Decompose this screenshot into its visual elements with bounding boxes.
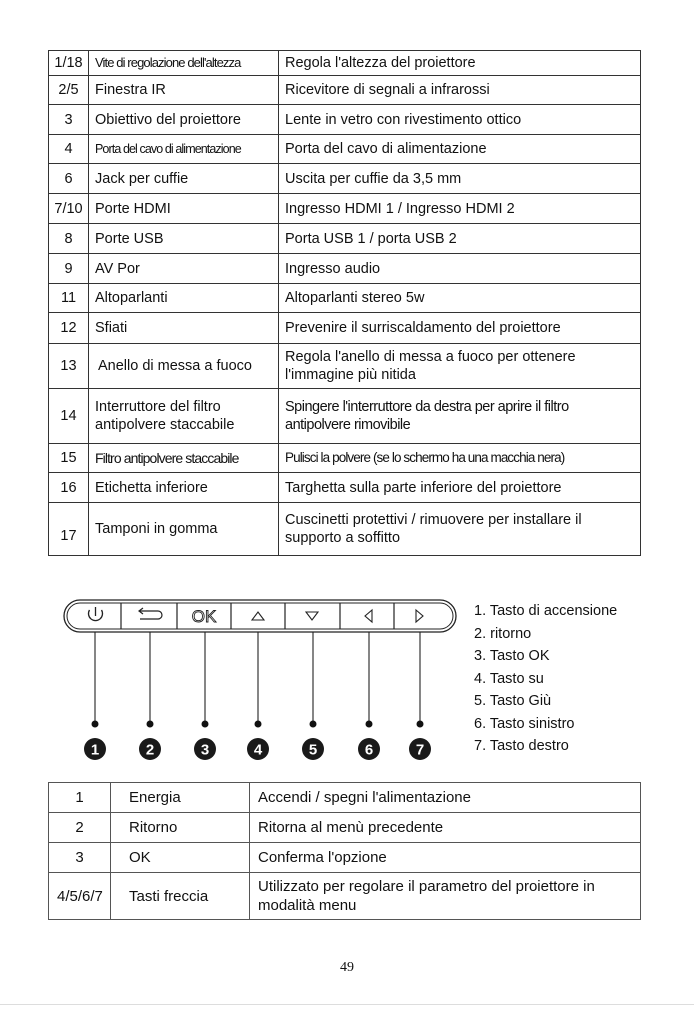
row-description: Ingresso HDMI 1 / Ingresso HDMI 2 xyxy=(279,194,641,224)
legend-item: 7. Tasto destro xyxy=(474,738,569,754)
row-description: Utilizzato per regolare il parametro del proiettore in modalità menu xyxy=(250,873,641,920)
legend-item: 2. ritorno xyxy=(474,625,532,642)
row-description: Accendi / spegni l'alimentazione xyxy=(250,783,641,813)
row-description: Conferma l'opzione xyxy=(250,843,641,873)
row-name: Porte USB xyxy=(89,224,279,254)
row-description: Targhetta sulla parte inferiore del proiettore xyxy=(279,473,641,503)
row-number: 16 xyxy=(49,473,89,503)
callout-1-label: 1 xyxy=(90,741,100,759)
row-number: 14 xyxy=(49,389,89,444)
table-row xyxy=(49,843,641,873)
row-name: Porte HDMI xyxy=(89,194,279,224)
up-arrow-icon[interactable] xyxy=(252,612,264,620)
table-row xyxy=(49,135,641,164)
control-panel-diagram xyxy=(63,596,463,766)
row-number: 1 xyxy=(49,783,111,813)
panel-outline xyxy=(64,600,456,632)
row-name: Tasti freccia xyxy=(111,873,250,920)
row-number: 15 xyxy=(49,444,89,473)
callout-7-label: 7 xyxy=(415,741,425,759)
row-number: 1/18 xyxy=(49,51,89,76)
row-name: Tamponi in gomma xyxy=(89,503,279,556)
legend-item: 6. Tasto sinistro xyxy=(474,715,575,732)
row-name: Ritorno xyxy=(111,813,250,843)
return-icon[interactable] xyxy=(139,608,162,619)
row-name: Porta del cavo di alimentazione xyxy=(89,135,279,164)
row-description: Porta del cavo di alimentazione xyxy=(279,135,641,164)
row-name: Filtro antipolvere staccabile xyxy=(89,444,279,473)
table-row xyxy=(49,164,641,194)
row-name: OK xyxy=(111,843,250,873)
row-name: Altoparlanti xyxy=(89,284,279,313)
legend-item: 3. Tasto OK xyxy=(474,648,550,664)
row-name: Energia xyxy=(111,783,250,813)
row-number: 17 xyxy=(49,503,89,556)
row-name: AV Por xyxy=(89,254,279,284)
row-number: 11 xyxy=(49,284,89,313)
table-row xyxy=(49,254,641,284)
bottom-divider xyxy=(0,1004,694,1005)
row-description: Uscita per cuffie da 3,5 mm xyxy=(279,164,641,194)
row-description: Cuscinetti protettivi / rimuovere per installare il supporto a soffitto xyxy=(279,503,641,556)
table-row xyxy=(49,105,641,135)
row-description: Regola l'altezza del proiettore xyxy=(279,51,641,76)
row-number: 7/10 xyxy=(49,194,89,224)
ok-icon[interactable]: OK xyxy=(191,607,217,626)
row-number: 2 xyxy=(49,813,111,843)
left-arrow-icon[interactable] xyxy=(365,610,372,622)
row-description: Porta USB 1 / porta USB 2 xyxy=(279,224,641,254)
table-row xyxy=(49,76,641,105)
down-arrow-icon[interactable] xyxy=(306,612,318,620)
row-description: Spingere l'interruttore da destra per aprire il filtro antipolvere rimovibile xyxy=(279,389,641,444)
row-description: Prevenire il surriscaldamento del proiettore xyxy=(279,313,641,344)
row-number: 3 xyxy=(49,105,89,135)
row-name: Vite di regolazione dell'altezza xyxy=(89,51,279,76)
row-name: Jack per cuffie xyxy=(89,164,279,194)
table-row xyxy=(49,194,641,224)
legend-item: 4. Tasto su xyxy=(474,670,544,687)
callout-2-label: 2 xyxy=(145,741,155,759)
row-number: 8 xyxy=(49,224,89,254)
table-row xyxy=(49,51,641,76)
row-description: Regola l'anello di messa a fuoco per ottenere l'immagine più nitida xyxy=(279,344,641,389)
table-row xyxy=(49,813,641,843)
table-row xyxy=(49,783,641,813)
row-name: Finestra IR xyxy=(89,76,279,105)
table-row xyxy=(49,503,641,556)
right-arrow-icon[interactable] xyxy=(416,610,423,622)
row-name: Interruttore del filtro antipolvere staccabile xyxy=(89,389,279,444)
row-number: 9 xyxy=(49,254,89,284)
table-row xyxy=(49,873,641,920)
row-number: 13 xyxy=(49,344,89,389)
row-description: Ritorna al menù precedente xyxy=(250,813,641,843)
callout-6-label: 6 xyxy=(364,741,374,759)
callout-5-label: 5 xyxy=(308,741,318,759)
row-number: 2/5 xyxy=(49,76,89,105)
table-row xyxy=(49,444,641,473)
row-description: Altoparlanti stereo 5w xyxy=(279,284,641,313)
table-row xyxy=(49,473,641,503)
row-number: 4 xyxy=(49,135,89,164)
legend-item: 5. Tasto Giù xyxy=(474,693,552,709)
table-row xyxy=(49,224,641,254)
legend-item: 1. Tasto di accensione xyxy=(474,603,618,619)
row-description: Lente in vetro con rivestimento ottico xyxy=(279,105,641,135)
row-number: 4/5/6/7 xyxy=(49,873,111,920)
row-number: 3 xyxy=(49,843,111,873)
row-description: Pulisci la polvere (se lo schermo ha una macchia nera) xyxy=(279,444,641,473)
row-name: Obiettivo del proiettore xyxy=(89,105,279,135)
row-number: 6 xyxy=(49,164,89,194)
panel-inner-outline xyxy=(67,603,453,629)
table-row xyxy=(49,389,641,444)
table-row xyxy=(49,313,641,344)
callout-4-label: 4 xyxy=(253,741,263,759)
power-icon[interactable] xyxy=(89,607,103,621)
row-description: Ricevitore di segnali a infrarossi xyxy=(279,76,641,105)
callout-3-label: 3 xyxy=(200,741,210,759)
row-name: Anello di messa a fuoco xyxy=(89,344,279,389)
row-description: Ingresso audio xyxy=(279,254,641,284)
page-number: 49 xyxy=(340,960,354,975)
table-row xyxy=(49,344,641,389)
row-name: Sfiati xyxy=(89,313,279,344)
row-name: Etichetta inferiore xyxy=(89,473,279,503)
row-number: 12 xyxy=(49,313,89,344)
components-table xyxy=(48,50,641,556)
table-row xyxy=(49,284,641,313)
button-legend xyxy=(474,600,684,758)
buttons-table xyxy=(48,782,641,920)
